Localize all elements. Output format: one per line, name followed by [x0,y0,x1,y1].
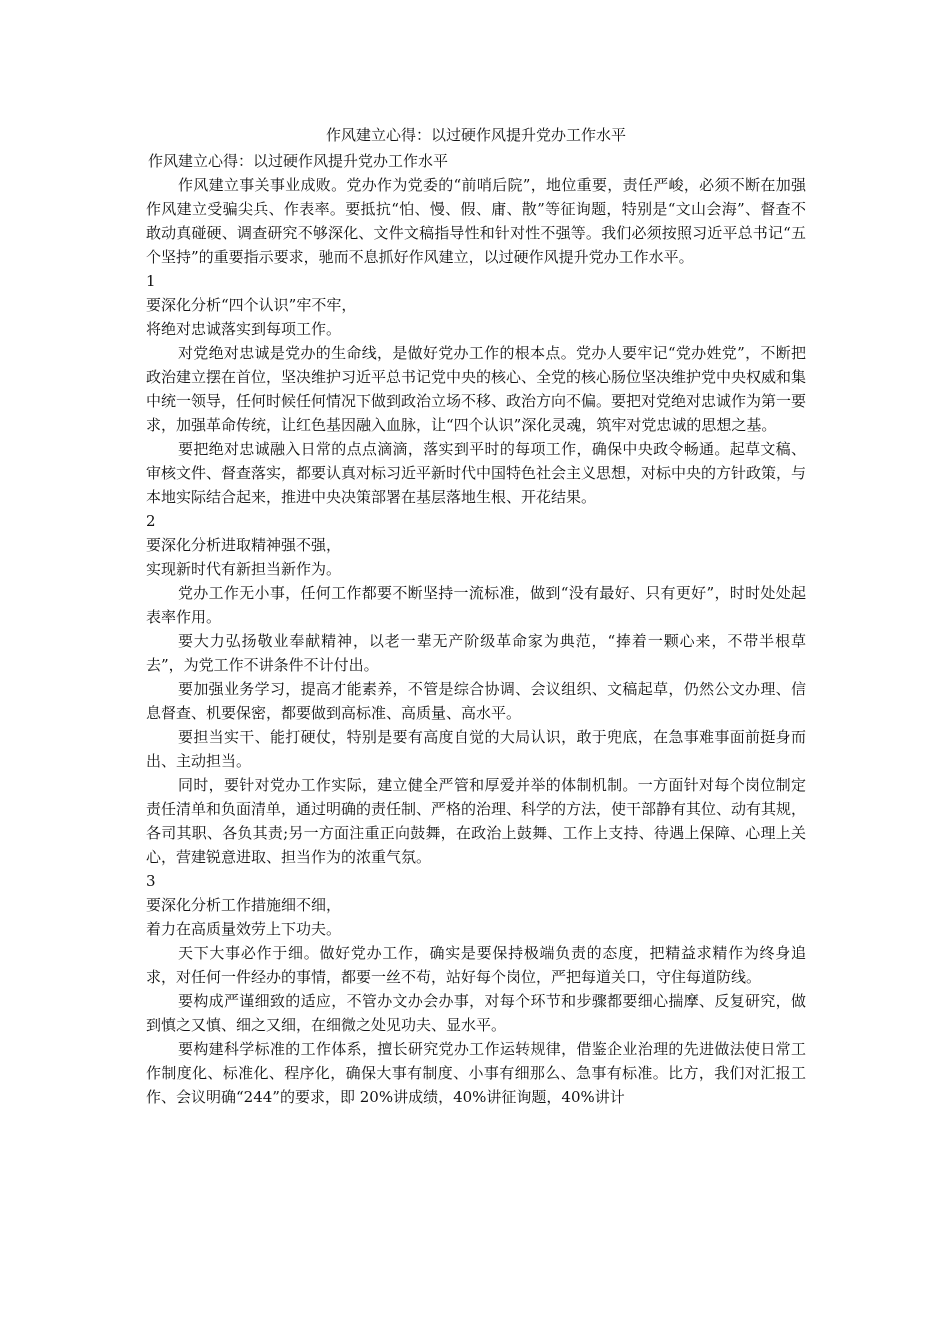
section-subheading: 将绝对忠诚落实到每项工作。 [146,320,342,338]
body-paragraph: 天下大事必作于细。做好党办工作，确实是要保持极端负责的态度，把精益求精作为终身追求，对任何一件经办的事情，都要一丝不苟，站好每个岗位，严把每道关口，守住每道防线。 [146,944,806,986]
section-subheading: 实现新时代有新担当新作为。 [146,560,342,578]
body-paragraph: 要加强业务学习，提高才能素养，不管是综合协调、会议组织、文稿起草，仍然公文办理、信息督查、机要保密，都要做到高标准、高质量、高水平。 [146,680,806,722]
document-body [146,123,806,1109]
body-paragraph: 党办工作无小事，任何工作都要不断坚持一流标准，做到“没有最好、只有更好”，时时处处起表率作用。 [146,584,806,626]
body-paragraph: 要构成严谨细致的适应，不管办文办会办事，对每个环节和步骤都要细心揣摩、反复研究，做到慎之又慎、细之又细，在细微之处见功夫、显水平。 [146,992,806,1034]
section-number: 1 [146,272,156,290]
section-heading: 要深化分析工作措施细不细， [146,896,342,914]
body-paragraph: 要担当实干、能打硬仗，特别是要有高度自觉的大局认识，敢于兜底，在急事难事面前挺身而出、主动担当。 [146,728,806,770]
body-paragraph: 要构建科学标准的工作体系，擅长研究党办工作运转规律，借鉴企业治理的先进做法使日常工作制度化、标准化、程序化，确保大事有制度、小事有细那么、急事有标准。比方，我们对汇报工作、会议明确“244”的要求，即 20%讲成绩，40%讲征询题，40%讲计 [146,1040,806,1106]
section-number: 2 [146,512,156,530]
section-heading: 要深化分析“四个认识”牢不牢， [146,296,357,314]
body-paragraph: 对党绝对忠诚是党办的生命线，是做好党办工作的根本点。党办人要牢记“党办姓党”，不断把政治建立摆在首位，坚决维护习近平总书记党中央的核心、全党的核心肠位坚决维护党中央权威和集中统一领导，任何时候任何情况下做到政治立场不移、政治方向不偏。要把对党绝对忠诚作为第一要求，加强革命传统，让红色基因融入血脉，让“四个认识”深化灵魂，筑牢对党忠诚的思想之基。 [146,344,807,434]
section-subheading: 着力在高质量效劳上下功夫。 [146,920,342,938]
body-paragraph: 要把绝对忠诚融入日常的点点滴滴，落实到平时的每项工作，确保中央政令畅通。起草文稿、审核文件、督查落实，都要认真对标习近平新时代中国特色社会主义思想，对标中央的方针政策，与本地实际结合起来，推进中央决策部署在基层落地生根、开花结果。 [146,440,807,506]
section-number: 3 [146,872,156,890]
body-paragraph: 同时，要针对党办工作实际，建立健全严管和厚爱并举的体制机制。一方面针对每个岗位制定责任清单和负面清单，通过明确的责任制、严格的治理、科学的方法，使干部静有其位、动有其规，各司其职、各负其责;另一方面注重正向鼓舞，在政治上鼓舞、工作上支持、待遇上保障、心理上关心，营建锐意进取、担当作为的浓重气氛。 [146,776,807,866]
section-heading: 要深化分析进取精神强不强， [146,536,342,554]
intro-paragraph: 作风建立事关事业成败。党办作为党委的“前哨后院”，地位重要，责任严峻，必须不断在加强作风建立受骗尖兵、作表率。要抵抗“怕、慢、假、庸、散”等征询题，特别是“文山会海”、督查不敢动真碰硬、调查研究不够深化、文件文稿指导性和针对性不强等。我们必须按照习近平总书记“五个坚持”的重要指示要求，驰而不息抓好作风建立，以过硬作风提升党办工作水平。 [146,176,806,266]
document-subtitle: 作风建立心得：以过硬作风提升党办工作水平 [148,152,449,170]
document-title: 作风建立心得：以过硬作风提升党办工作水平 [325,126,626,144]
body-paragraph: 要大力弘扬敬业奉献精神，以老一辈无产阶级革命家为典范，“捧着一颗心来，不带半根草去”，为党工作不讲条件不计付出。 [146,632,806,674]
